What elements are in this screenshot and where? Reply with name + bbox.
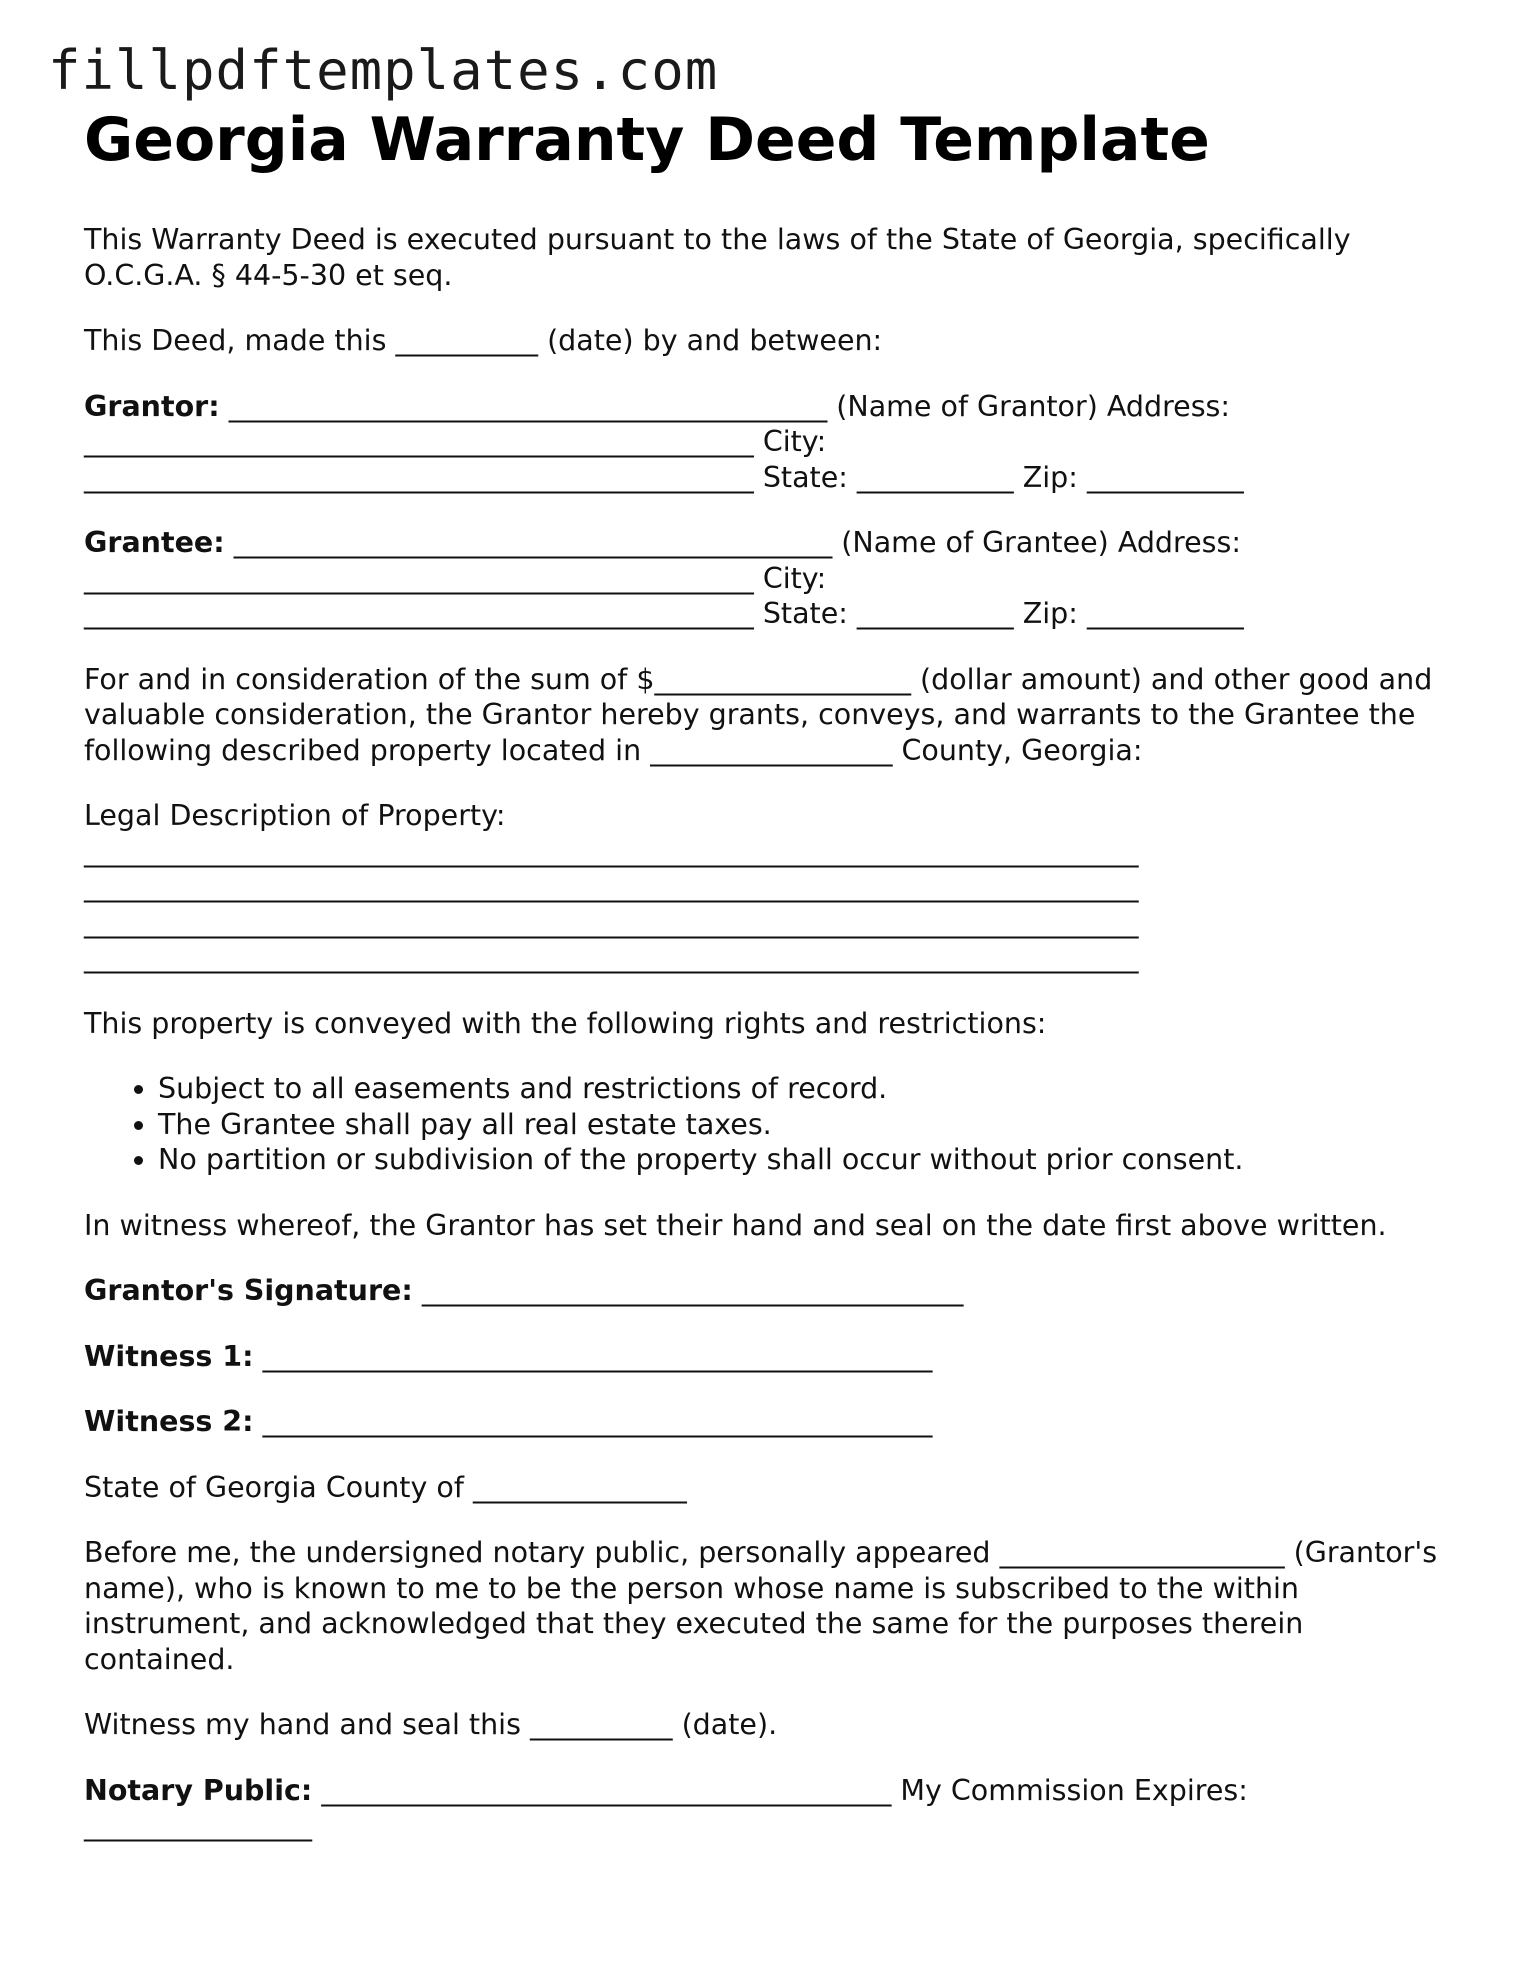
grantor-state-label: State: [762, 460, 848, 494]
deed-made-line [84, 323, 1454, 359]
grantee-section [84, 525, 1454, 632]
witness2-blank: _______________________________________________ [262, 1405, 933, 1438]
notary-name-blank: ____________________ [999, 1536, 1285, 1569]
witness1-label: Witness 1: [84, 1339, 254, 1373]
grantor-zip-blank: ___________ [1086, 460, 1244, 494]
grantor-zip-label: Zip: [1022, 460, 1078, 494]
witness1-blank: _______________________________________________ [262, 1339, 933, 1373]
grantor-signature-blank: ______________________________________ [421, 1274, 964, 1307]
grantee-address-blank: _______________________________________________ [84, 561, 754, 595]
grantor-line3-blank: _______________________________________________ [84, 460, 754, 494]
document-body [84, 100, 1454, 1874]
grantor-state-blank: ___________ [856, 460, 1014, 494]
witness-whereof: In witness whereof, the Grantor has set their hand and seal on the date first above written. [84, 1208, 1387, 1242]
list-item: • No partition or subdivision of the property shall occur without prior consent. [158, 1142, 1454, 1178]
witness-seal-line [84, 1707, 1454, 1743]
list-item: • The Grantee shall pay all real estate taxes. [158, 1107, 1454, 1143]
grantee-zip-label: Zip: [1022, 597, 1078, 630]
page-title: Georgia Warranty Deed Template [84, 105, 1210, 175]
grantor-address-blank: _______________________________________________ [84, 425, 754, 458]
legal-description-line: __________________________________________________________________________ [84, 834, 1139, 868]
notary-acknowledgment [84, 1535, 1454, 1677]
county-line-text: State of Georgia County of [84, 1470, 464, 1504]
grantee-state-blank: ___________ [856, 597, 1014, 630]
witness-seal-prefix: Witness my hand and seal this [84, 1708, 521, 1741]
consideration-part3: County, Georgia: [901, 733, 1143, 767]
legal-description-label: Legal Description of Property: [84, 799, 506, 832]
rights-intro: This property is conveyed with the following rights and restrictions: [84, 1006, 1047, 1040]
grantor-name-blank: __________________________________________ [228, 389, 828, 423]
commission-label: My Commission Expires: [900, 1773, 1248, 1807]
legal-description-line: __________________________________________________________________________ [84, 905, 1139, 939]
grantee-label: Grantee: [84, 526, 225, 559]
grantor-signature-label: Grantor's Signature: [84, 1274, 413, 1307]
rights-list [84, 1071, 1454, 1178]
deed-date-blank: __________ [395, 324, 538, 357]
grantor-section [84, 389, 1454, 496]
deed-made-prefix: This Deed, made this [84, 324, 387, 357]
watermark-text: fillpdftemplates.com [48, 39, 719, 102]
grantee-name-suffix: (Name of Grantee) Address: [841, 526, 1241, 559]
legal-description-line: __________________________________________________________________________ [84, 941, 1139, 974]
list-item: • Subject to all easements and restrictions of record. [158, 1071, 1454, 1107]
legal-description [84, 798, 1454, 976]
consideration-part2: (dollar amount) and other good and valuable consideration, the Grantor hereby grants, conveys, and warrants to the Grantee the following described property located in [84, 662, 1433, 767]
witness-seal-suffix: (date). [681, 1708, 778, 1741]
witness2-label: Witness 2: [84, 1405, 254, 1438]
grantee-zip-blank: ___________ [1086, 597, 1244, 630]
witness2-line [84, 1404, 1454, 1440]
county-line-blank: _______________ [472, 1470, 687, 1504]
grantee-line3-blank: _______________________________________________ [84, 597, 754, 630]
grantor-name-suffix: (Name of Grantor) Address: [836, 389, 1230, 423]
notary-text-part2: (Grantor's name), who is known to me to be the person whose name is subscribed to the within instrument, and acknowledged that they executed the same for the purposes therein contained. [84, 1536, 1438, 1676]
deed-made-suffix: (date) by and between: [547, 324, 883, 357]
consideration-paragraph [84, 662, 1454, 769]
notary-text-part1: Before me, the undersigned notary public, personally appeared [84, 1536, 991, 1569]
commission-blank: ________________ [84, 1809, 312, 1842]
witness1-line [84, 1339, 1454, 1375]
intro-paragraph: This Warranty Deed is executed pursuant to the laws of the State of Georgia, specifically O.C.G.A. § 44-5-30 et seq. [84, 223, 1351, 292]
county-blank: _________________ [650, 733, 893, 767]
grantor-signature-line [84, 1273, 1454, 1309]
consideration-part1: For and in consideration of the sum of $ [84, 662, 655, 696]
witness-seal-blank: __________ [530, 1708, 673, 1741]
grantee-city-label: City: [762, 561, 827, 595]
grantor-city-label: City: [762, 425, 827, 458]
county-line [84, 1470, 1454, 1506]
grantor-label: Grantor: [84, 389, 220, 423]
grantee-state-label: State: [762, 597, 848, 630]
notary-blank: ________________________________________ [321, 1773, 892, 1807]
notary-label: Notary Public: [84, 1773, 313, 1807]
legal-description-line: __________________________________________________________________________ [84, 870, 1139, 903]
notary-line [84, 1773, 1454, 1844]
consideration-amount-blank: __________________ [654, 662, 911, 696]
grantee-name-blank: __________________________________________ [233, 526, 833, 559]
